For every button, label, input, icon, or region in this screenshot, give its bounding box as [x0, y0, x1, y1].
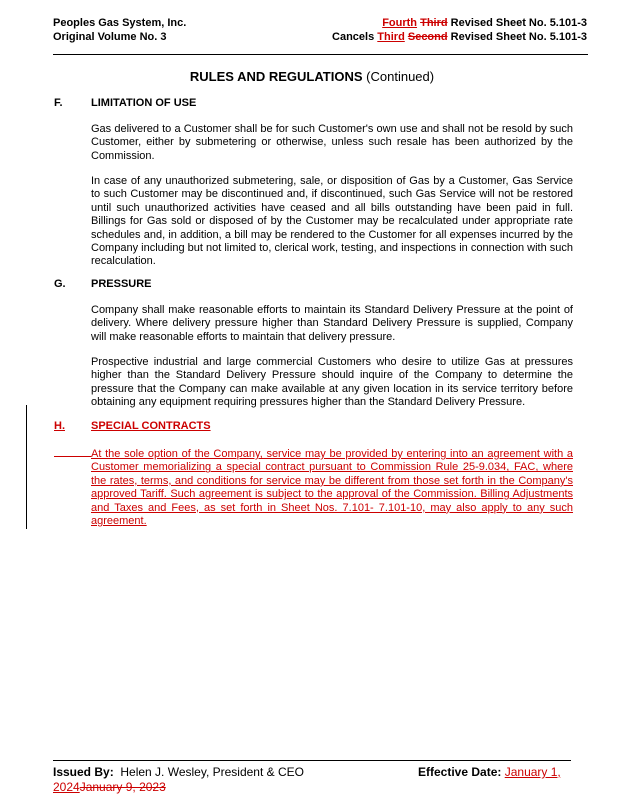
- section-h-heading: SPECIAL CONTRACTS: [91, 420, 211, 432]
- section-h-indent-underline: [54, 446, 91, 457]
- cancels-rest: Revised Sheet No. 5.101-3: [450, 31, 587, 43]
- section-g-paragraph-1: Company shall make reasonable efforts to maintain its Standard Delivery Pressure at the point of delivery. Where delivery pressure higher than Standard Delivery Pressure is supplied, Company will make reasonable efforts to maintain that delivery pressure.: [91, 304, 573, 343]
- footer-rule-left: [53, 760, 371, 761]
- effective-date-line-2: [53, 780, 166, 795]
- revision-change-bar: [26, 405, 27, 529]
- issued-by-name: Helen J. Wesley, President & CEO: [120, 765, 304, 779]
- page-title-main: RULES AND REGULATIONS: [189, 69, 363, 84]
- section-f-paragraph-1: Gas delivered to a Customer shall be for such Customer's own use and shall not be resold by such Customer, either by submetering or otherwise, unless such resale has been authorized by the Commission.: [91, 123, 573, 162]
- section-g-paragraph-2: Prospective industrial and large commercial Customers who desire to utilize Gas at pressures higher than the Standard Delivery Pressure should inquire of the Company to determine the pressure that the Company can make available at any given location in its service territory before obtaining any equipment requiring pressures higher than the Standard Delivery Pressure.: [91, 356, 573, 409]
- section-f-paragraph-2: In case of any unauthorized submetering, sale, or disposition of Gas by a Customer, Gas Service to such Customer may be discontinued and, if discontinued, such Gas Service will not be restored until such unauthorized activities have ceased and all bills outstanding have been paid in full. Billings for Gas sold or disposed of by the Customer may be recalculated under appropriate rate schedules and, in addition, a bill may be rendered to the Customer for all expenses incurred by the Company including but not limited to, clerical work, testing, and inspections in connection with such recalculation.: [91, 175, 573, 268]
- cancels-old-revision: Second: [407, 31, 448, 43]
- header-rule: [53, 54, 588, 55]
- section-f-letter: F.: [54, 97, 63, 109]
- effective-date-new-a: January 1,: [504, 765, 561, 779]
- footer-rule-right: [371, 760, 571, 761]
- page-title-sub: (Continued): [366, 69, 435, 84]
- effective-date-old: January 9, 2023: [79, 780, 166, 794]
- sheet-rest: Revised Sheet No. 5.101-3: [450, 17, 587, 29]
- effective-date: [418, 765, 561, 780]
- sheet-new-revision: Fourth: [382, 17, 418, 29]
- section-g-letter: G.: [54, 278, 66, 290]
- issued-by-label: Issued By:: [53, 765, 114, 779]
- company-name: Peoples Gas System, Inc.: [53, 17, 187, 29]
- section-h-letter: H.: [54, 420, 65, 432]
- cancels-new-revision: Third: [377, 31, 405, 43]
- sheet-number: [382, 16, 587, 30]
- cancels-label: Cancels: [332, 31, 375, 43]
- effective-date-new-b: 2024: [53, 780, 80, 794]
- section-h-paragraph-1: At the sole option of the Company, service may be provided by entering into an agreement with a Customer memorializing a special contract pursuant to Commission Rule 25-9.034, FAC, where the rates, terms, and conditions for service may be different from those set forth in the Company's approved Tariff. Such agreement is subject to the approval of the Commission. Billing Adjustments and Taxes and Fees, as set forth in Sheet Nos. 7.101- 7.101-10, may also apply to any such agreement.: [91, 446, 573, 528]
- section-f-heading: LIMITATION OF USE: [91, 97, 197, 109]
- volume-number: Original Volume No. 3: [53, 31, 167, 43]
- effective-date-label: Effective Date:: [418, 765, 502, 779]
- cancels-line: [332, 30, 587, 44]
- page-title: [0, 69, 624, 85]
- sheet-old-revision: Third: [420, 17, 448, 29]
- issued-by: [53, 765, 304, 780]
- section-g-heading: PRESSURE: [91, 278, 152, 290]
